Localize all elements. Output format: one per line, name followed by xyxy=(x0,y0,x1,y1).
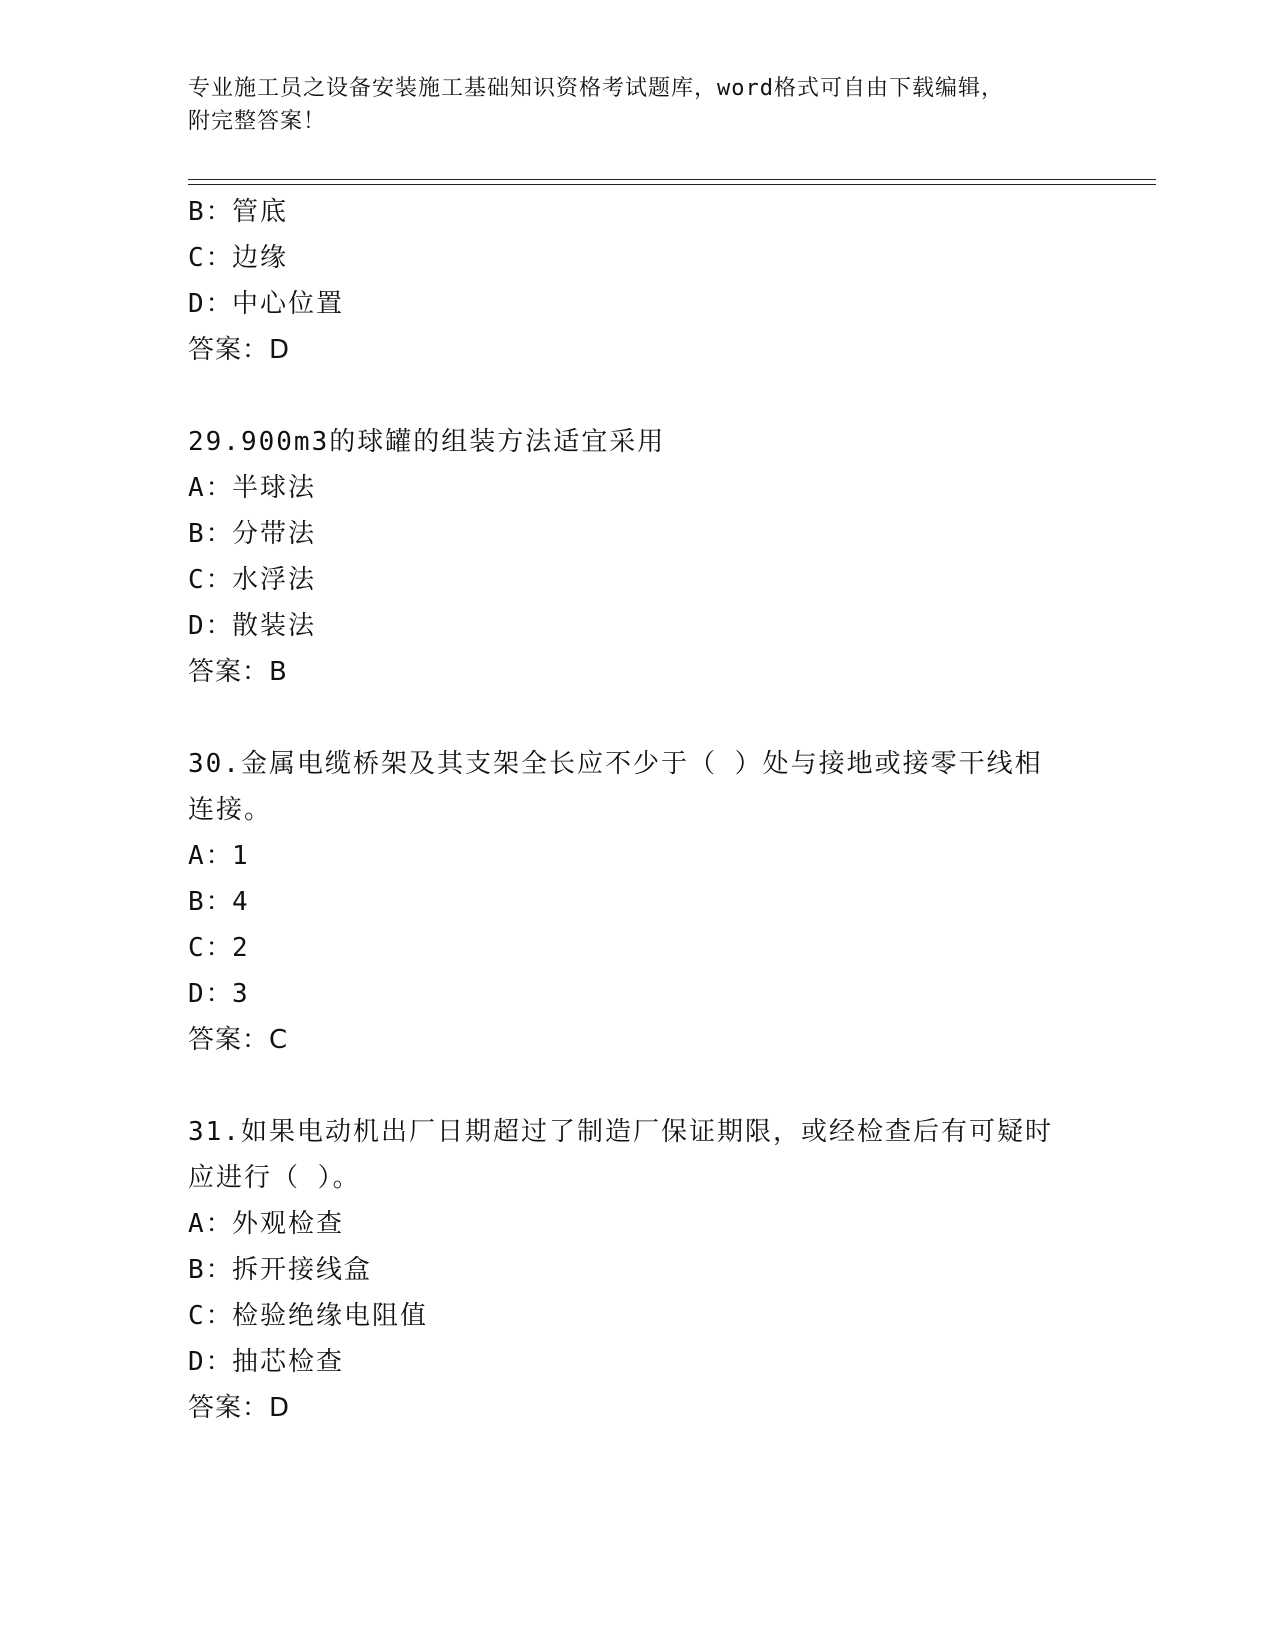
question-30 xyxy=(188,741,1088,1063)
option-key: B： xyxy=(188,1255,234,1285)
question-stem-line-1: 31.如果电动机出厂日期超过了制造厂保证期限，或经检查后有可疑时 xyxy=(188,1117,1053,1147)
question-stem: 29.900m3的球罐的组装方法适宜采用 xyxy=(188,427,666,457)
answer-line: 答案：B xyxy=(188,657,288,687)
option-d xyxy=(188,1339,1088,1385)
option-text: 拆开接线盒 xyxy=(232,1255,373,1285)
header-line-2: 附完整答案！ xyxy=(188,109,327,134)
document-header xyxy=(188,72,1068,138)
option-key: C： xyxy=(188,933,234,963)
header-line-1: 专业施工员之设备安装施工基础知识资格考试题库，word格式可自由下载编辑， xyxy=(188,76,1004,101)
option-a xyxy=(188,465,1088,511)
option-text: 2 xyxy=(232,933,250,963)
option-text: 散装法 xyxy=(232,611,317,641)
option-d xyxy=(188,603,1088,649)
question-31 xyxy=(188,1109,1088,1431)
option-text: 抽芯检查 xyxy=(232,1347,345,1377)
question-list xyxy=(188,189,1088,1431)
option-a xyxy=(188,833,1088,879)
option-text: 中心位置 xyxy=(232,289,345,319)
option-text: 外观检查 xyxy=(232,1209,345,1239)
answer-line: 答案：C xyxy=(188,1025,289,1055)
spacer xyxy=(188,1063,1088,1109)
option-c xyxy=(188,925,1088,971)
option-b xyxy=(188,1247,1088,1293)
option-key: A： xyxy=(188,1209,234,1239)
option-key: B： xyxy=(188,887,234,917)
answer-line: 答案：D xyxy=(188,1393,291,1423)
option-b xyxy=(188,189,1088,235)
option-d xyxy=(188,971,1088,1017)
question-stem-line-2: 应进行（ ）。 xyxy=(188,1163,361,1193)
option-text: 边缘 xyxy=(232,243,289,273)
option-key: D： xyxy=(188,1347,234,1377)
option-key: D： xyxy=(188,979,234,1009)
question-29 xyxy=(188,419,1088,695)
option-a xyxy=(188,1201,1088,1247)
option-c xyxy=(188,1293,1088,1339)
option-key: A： xyxy=(188,841,234,871)
option-key: C： xyxy=(188,243,234,273)
option-key: C： xyxy=(188,565,234,595)
option-text: 1 xyxy=(232,841,250,871)
option-c xyxy=(188,557,1088,603)
spacer xyxy=(188,695,1088,741)
option-key: D： xyxy=(188,611,234,641)
option-text: 水浮法 xyxy=(232,565,317,595)
option-b xyxy=(188,511,1088,557)
option-c xyxy=(188,235,1088,281)
option-key: B： xyxy=(188,519,234,549)
option-key: A： xyxy=(188,473,234,503)
option-key: B： xyxy=(188,197,234,227)
option-text: 分带法 xyxy=(232,519,317,549)
option-key: C： xyxy=(188,1301,234,1331)
header-rule-bottom xyxy=(188,184,1156,185)
header-rule-top xyxy=(188,179,1156,180)
spacer xyxy=(188,373,1088,419)
option-text: 管底 xyxy=(232,197,289,227)
answer-line: 答案：D xyxy=(188,335,291,365)
option-text: 4 xyxy=(232,887,250,917)
option-text: 检验绝缘电阻值 xyxy=(232,1301,429,1331)
question-stem-line-2: 连接。 xyxy=(188,795,273,825)
option-text: 3 xyxy=(232,979,250,1009)
option-d xyxy=(188,281,1088,327)
question-stem-line-1: 30.金属电缆桥架及其支架全长应不少于（ ）处与接地或接零干线相 xyxy=(188,749,1043,779)
option-key: D： xyxy=(188,289,234,319)
option-b xyxy=(188,879,1088,925)
question-28-continued xyxy=(188,189,1088,373)
option-text: 半球法 xyxy=(232,473,317,503)
